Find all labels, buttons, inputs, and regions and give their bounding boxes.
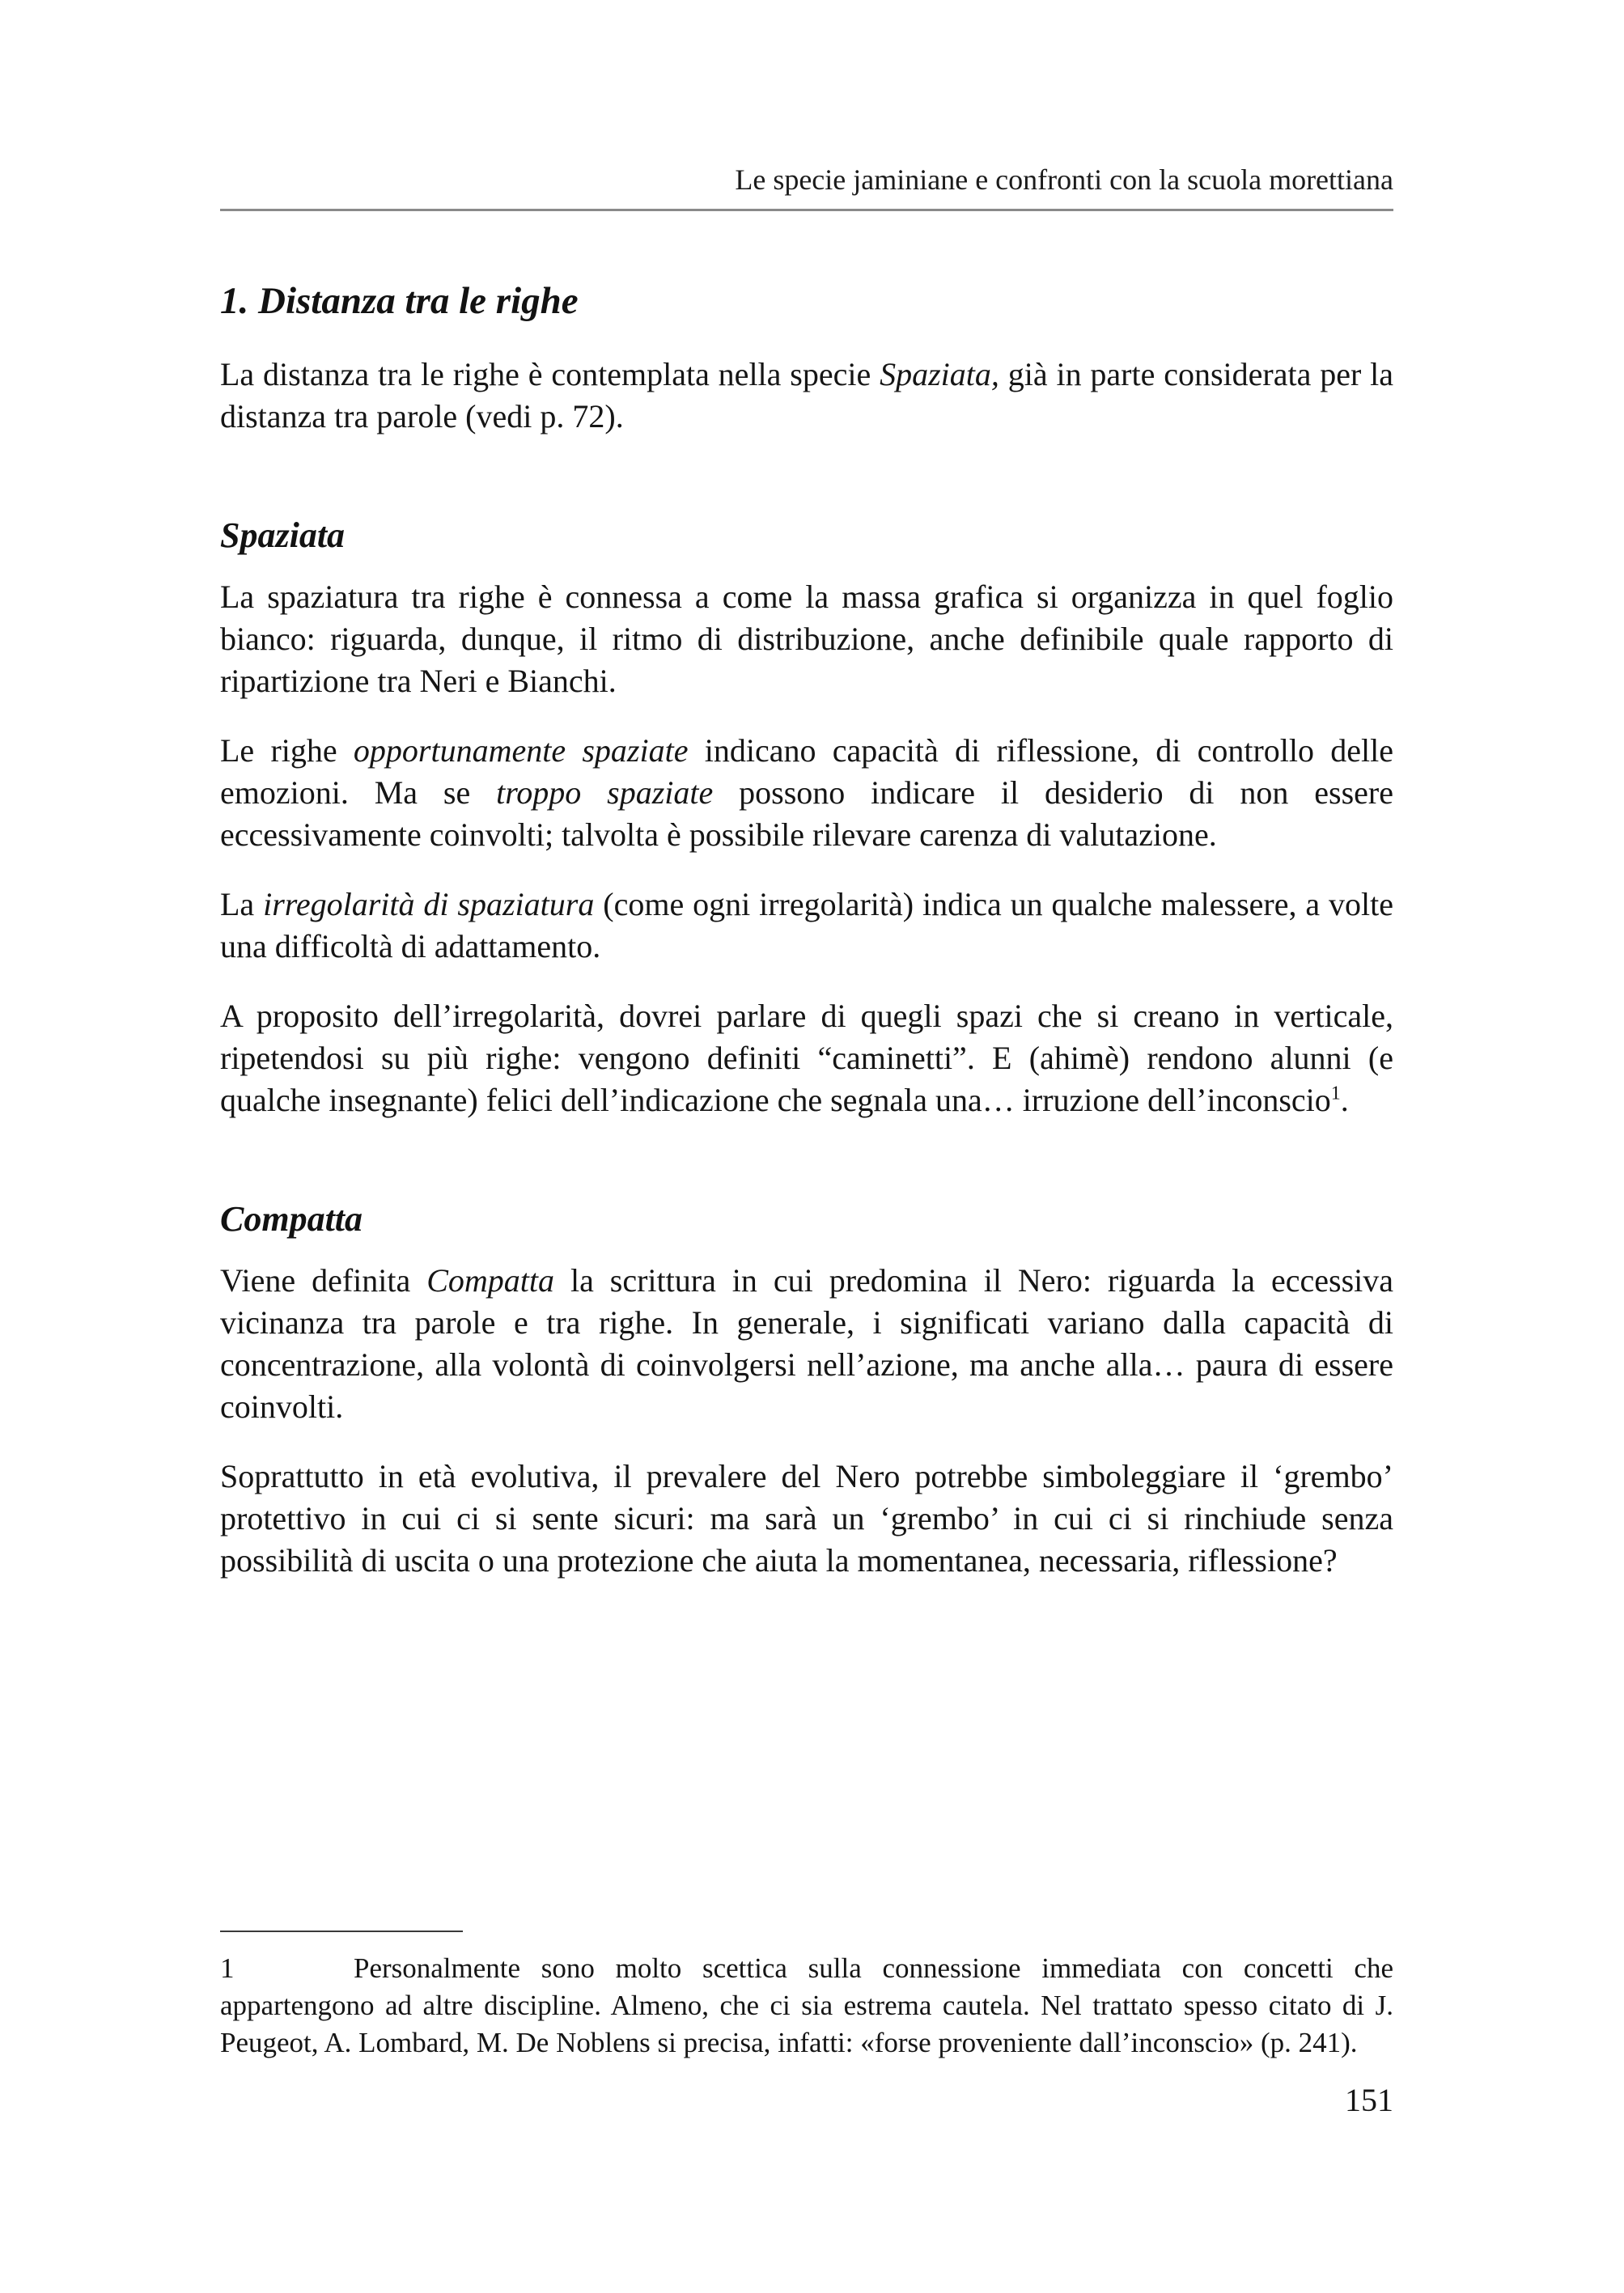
paragraph-spaziata-3: [220, 884, 1393, 968]
text-run: La: [220, 886, 264, 923]
italic-run: troppo spaziate: [496, 774, 714, 812]
footnote-text: Personalmente sono molto scettica sulla connessione immediata con concetti che appartengono ad altre discipline. Almeno, che ci sia estrema cautela. Nel trattato spesso citato di J. Peugeot, A. Lombard, M. De Noblens si precisa, infatti: «forse proveniente dall’inconscio» (p. 241).: [220, 1952, 1393, 2058]
text-run: .: [1340, 1082, 1349, 1119]
paragraph-compatta-2: Soprattutto in età evolutiva, il prevalere del Nero potrebbe simboleggiare il ‘grembo’ protettivo in cui ci si sente sicuri: ma sarà un ‘grembo’ in cui ci si rinchiude senza possibilità di uscita o una protezione che aiuta la momentanea, necessaria, riflessione?: [220, 1457, 1393, 1579]
running-title: Le specie jaminiane e confronti con la scuola morettiana: [735, 163, 1393, 196]
subheading-spaziata: Spaziata: [220, 515, 346, 556]
italic-run: Compatta: [426, 1261, 554, 1299]
text-run: A proposito dell’irregolarità, dovrei parlare di quegli spazi che si creano in verticale, ripetendosi su più righe: vengono definiti “caminetti”. E (ahimè) rendono alunni (e qualche insegnante) felici dell’indicazione che segnala una… irruzione dell’inconscio: [220, 998, 1393, 1119]
italic-run: irregolarità di spaziatura: [263, 886, 595, 923]
intro-paragraph: [220, 354, 1393, 438]
page-body: [220, 211, 1393, 1581]
paragraph-spaziata-4: [220, 995, 1393, 1121]
text-run: la scrittura in cui predomina il Nero: riguarda la eccessiva vicinanza tra parole e tra righe. In generale, i significati variano dalla capacità di concentrazione, alla volontà di coinvolgersi nell’azione, ma anche alla… paura di essere coinvolti.: [220, 1261, 1393, 1425]
subheading-compatta: Compatta: [220, 1199, 363, 1240]
paragraph-compatta-1: [220, 1260, 1393, 1428]
section-heading: 1. Distanza tra le righe: [220, 280, 579, 323]
footnote-number: 1: [220, 1952, 235, 1984]
page-header: [220, 0, 1393, 211]
text-run: già in parte considerata per la distanza tra parole (vedi p. 72).: [220, 356, 1393, 435]
text-run: indicano capacità di riflessione, di controllo delle emozioni. Ma se: [220, 732, 1393, 812]
paragraph-spaziata-1: La spaziatura tra righe è connessa a come la massa grafica si organizza in quel foglio bianco: riguarda, dunque, il ritmo di distribuzione, anche definibile quale rapporto di ripartizione tra Neri e Bianchi.: [220, 579, 1393, 700]
text-run: (come ogni irregolarità) indica un qualche malessere, a volte una difficoltà di adattamento.: [220, 886, 1394, 965]
page-number: 151: [1345, 2082, 1393, 2118]
text-run: La distanza tra le righe è contemplata nella specie: [220, 356, 880, 393]
italic-run: opportunamente spaziate: [353, 732, 689, 769]
page-footer: [220, 1931, 1393, 2293]
paragraph-spaziata-2: [220, 730, 1393, 856]
text-run: possono indicare il desiderio di non essere eccessivamente coinvolti; talvolta è possibile rilevare carenza di valutazione.: [220, 774, 1393, 854]
footnote-ref-marker: 1: [1330, 1083, 1341, 1104]
footnote-rule: [220, 1931, 463, 1932]
text-run: Viene definita: [220, 1261, 427, 1299]
footnote: [220, 1950, 1393, 2062]
italic-run: Spaziata,: [880, 356, 999, 393]
text-run: Le righe: [220, 732, 354, 769]
